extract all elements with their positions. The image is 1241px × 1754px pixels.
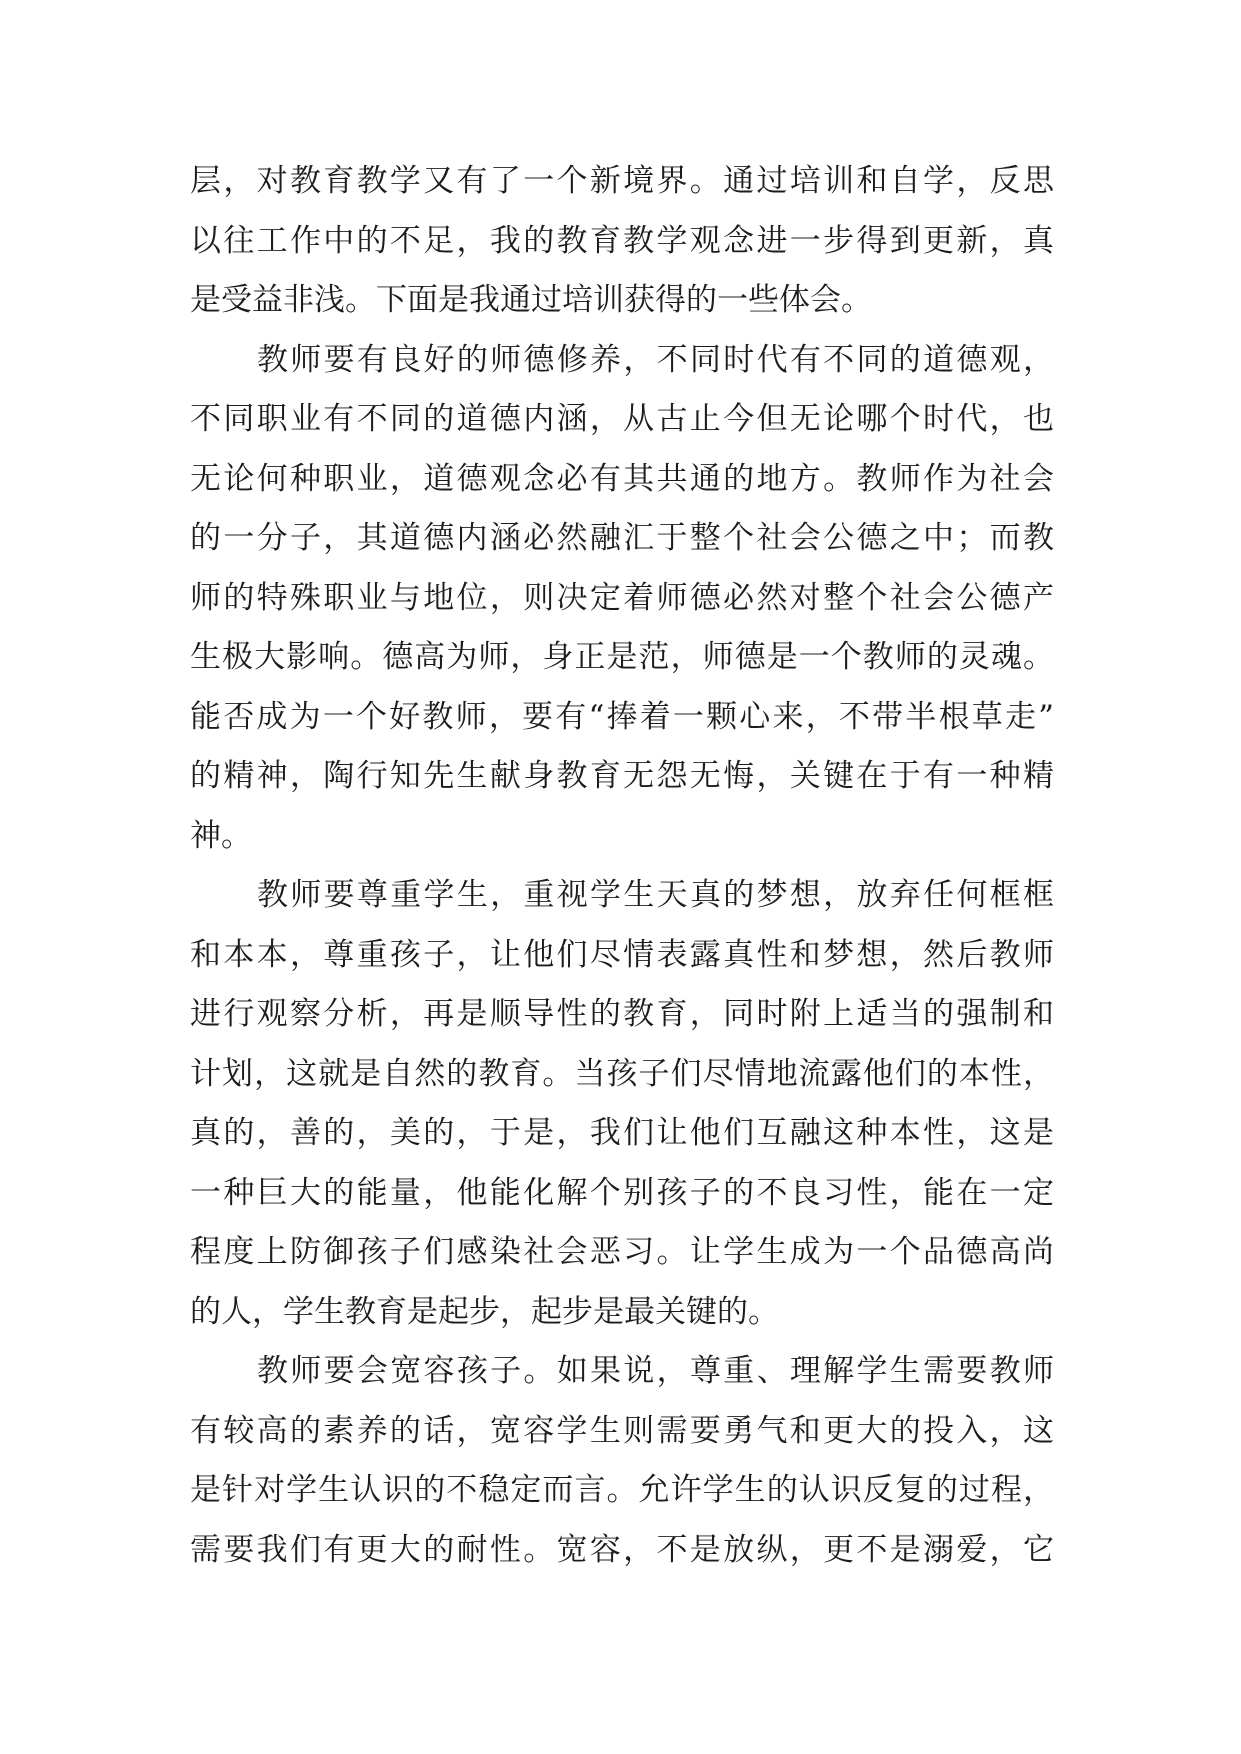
text-line: 有较高的素养的话，宽容学生则需要勇气和更大的投入，这 xyxy=(190,1412,1054,1449)
text-line: 一种巨大的能量，他能化解个别孩子的不良习性，能在一定 xyxy=(190,1174,1054,1211)
text-line: 和本本，尊重孩子，让他们尽情表露真性和梦想，然后教师 xyxy=(190,936,1054,973)
text-line: 的人，学生教育是起步，起步是最关键的。 xyxy=(190,1293,779,1330)
text-line: 的精神，陶行知先生献身教育无怨无悔，关键在于有一种精 xyxy=(190,758,1054,794)
text-line: 真的，善的，美的，于是，我们让他们互融这种本性，这是 xyxy=(190,1115,1054,1151)
paragraph-1 xyxy=(190,152,1054,331)
text-line: 无论何种职业，道德观念必有其共通的地方。教师作为社会 xyxy=(190,460,1054,497)
text-line: 教师要会宽容孩子。如果说，尊重、理解学生需要教师 xyxy=(257,1353,1054,1389)
paragraph-3 xyxy=(190,866,1054,1342)
text-line: 神。 xyxy=(190,817,252,854)
text-line: 教师要尊重学生，重视学生天真的梦想，放弃任何框框 xyxy=(257,877,1054,913)
paragraph-4 xyxy=(190,1342,1054,1580)
text-line: 是受益非浅。下面是我通过培训获得的一些体会。 xyxy=(190,282,872,318)
text-line: 层，对教育教学又有了一个新境界。通过培训和自学，反思 xyxy=(190,163,1054,199)
text-line: 需要我们有更大的耐性。宽容，不是放纵，更不是溺爱，它 xyxy=(190,1531,1054,1568)
text-line: 进行观察分析，再是顺导性的教育，同时附上适当的强制和 xyxy=(190,996,1054,1032)
text-line: 程度上防御孩子们感染社会恶习。让学生成为一个品德高尚 xyxy=(190,1234,1054,1270)
text-line: 生极大影响。德高为师，身正是范，师德是一个教师的灵魂。 xyxy=(190,639,1054,675)
text-line: 能否成为一个好教师，要有“捧着一颗心来，不带半根草走” xyxy=(190,698,1054,735)
text-line: 不同职业有不同的道德内涵，从古止今但无论哪个时代，也 xyxy=(190,401,1054,437)
document-page xyxy=(190,152,1054,1580)
text-line: 计划，这就是自然的教育。当孩子们尽情地流露他们的本性， xyxy=(190,1055,1054,1092)
text-line: 以往工作中的不足，我的教育教学观念进一步得到更新，真 xyxy=(190,222,1054,259)
paragraph-2 xyxy=(190,331,1054,867)
text-line: 教师要有良好的师德修养，不同时代有不同的道德观， xyxy=(257,341,1054,378)
text-line: 师的特殊职业与地位，则决定着师德必然对整个社会公德产 xyxy=(190,579,1054,616)
text-line: 是针对学生认识的不稳定而言。允许学生的认识反复的过程， xyxy=(190,1472,1054,1508)
text-line: 的一分子，其道德内涵必然融汇于整个社会公德之中；而教 xyxy=(190,520,1054,556)
